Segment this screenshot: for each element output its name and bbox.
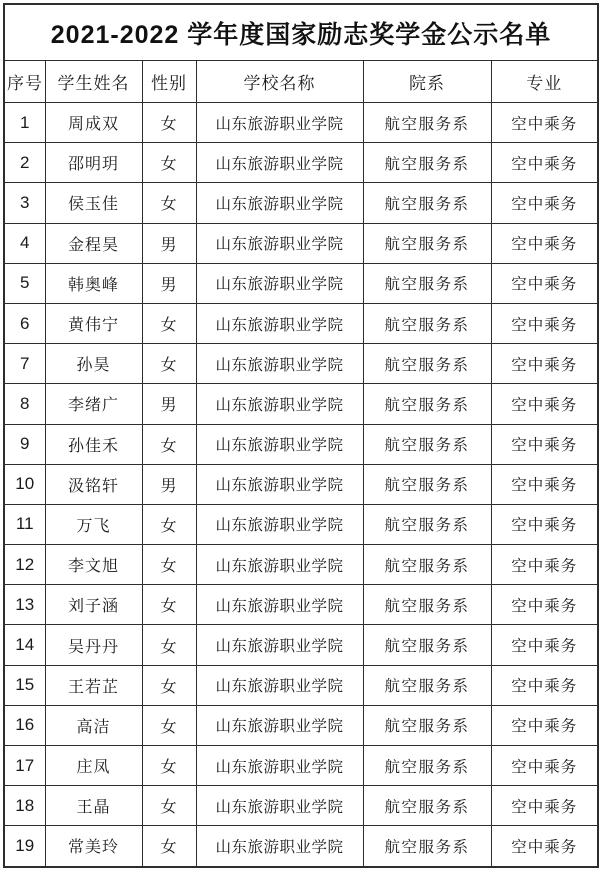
cell-department: 航空服务系 <box>363 464 491 504</box>
cell-gender: 男 <box>142 223 196 263</box>
cell-department: 航空服务系 <box>363 103 491 143</box>
cell-gender: 女 <box>142 545 196 585</box>
cell-school: 山东旅游职业学院 <box>196 504 363 544</box>
cell-department: 航空服务系 <box>363 746 491 786</box>
cell-major: 空中乘务 <box>491 826 598 867</box>
table-row <box>4 263 598 303</box>
title-row <box>4 4 598 61</box>
cell-school: 山东旅游职业学院 <box>196 585 363 625</box>
cell-name: 金程昊 <box>45 223 142 263</box>
cell-name: 汲铭轩 <box>45 464 142 504</box>
cell-school: 山东旅游职业学院 <box>196 103 363 143</box>
table-row <box>4 183 598 223</box>
cell-department: 航空服务系 <box>363 384 491 424</box>
cell-gender: 女 <box>142 705 196 745</box>
cell-name: 庄凤 <box>45 746 142 786</box>
cell-no: 14 <box>4 625 45 665</box>
cell-department: 航空服务系 <box>363 545 491 585</box>
cell-department: 航空服务系 <box>363 183 491 223</box>
cell-school: 山东旅游职业学院 <box>196 464 363 504</box>
cell-department: 航空服务系 <box>363 665 491 705</box>
cell-major: 空中乘务 <box>491 384 598 424</box>
cell-no: 7 <box>4 344 45 384</box>
cell-no: 15 <box>4 665 45 705</box>
table-row <box>4 103 598 143</box>
cell-name: 王晶 <box>45 786 142 826</box>
cell-department: 航空服务系 <box>363 585 491 625</box>
cell-name: 孙佳禾 <box>45 424 142 464</box>
cell-major: 空中乘务 <box>491 665 598 705</box>
cell-gender: 女 <box>142 303 196 343</box>
cell-department: 航空服务系 <box>363 344 491 384</box>
cell-gender: 女 <box>142 344 196 384</box>
cell-major: 空中乘务 <box>491 303 598 343</box>
scholarship-table <box>3 3 599 868</box>
cell-gender: 男 <box>142 263 196 303</box>
table-row <box>4 344 598 384</box>
cell-school: 山东旅游职业学院 <box>196 384 363 424</box>
cell-no: 17 <box>4 746 45 786</box>
table-row <box>4 504 598 544</box>
table-row <box>4 786 598 826</box>
cell-gender: 女 <box>142 665 196 705</box>
cell-school: 山东旅游职业学院 <box>196 625 363 665</box>
cell-department: 航空服务系 <box>363 424 491 464</box>
table-row <box>4 143 598 183</box>
cell-name: 黄伟宁 <box>45 303 142 343</box>
cell-no: 9 <box>4 424 45 464</box>
cell-school: 山东旅游职业学院 <box>196 746 363 786</box>
cell-name: 高洁 <box>45 705 142 745</box>
page-title: 2021-2022 学年度国家励志奖学金公示名单 <box>4 4 598 61</box>
cell-name: 吴丹丹 <box>45 625 142 665</box>
cell-no: 12 <box>4 545 45 585</box>
cell-major: 空中乘务 <box>491 464 598 504</box>
cell-school: 山东旅游职业学院 <box>196 424 363 464</box>
cell-school: 山东旅游职业学院 <box>196 665 363 705</box>
cell-name: 孙昊 <box>45 344 142 384</box>
cell-school: 山东旅游职业学院 <box>196 545 363 585</box>
cell-gender: 女 <box>142 826 196 867</box>
cell-major: 空中乘务 <box>491 746 598 786</box>
cell-gender: 女 <box>142 424 196 464</box>
cell-department: 航空服务系 <box>363 826 491 867</box>
column-header-school: 学校名称 <box>196 61 363 103</box>
cell-major: 空中乘务 <box>491 263 598 303</box>
table-row <box>4 625 598 665</box>
cell-major: 空中乘务 <box>491 786 598 826</box>
column-header-major: 专业 <box>491 61 598 103</box>
cell-gender: 女 <box>142 143 196 183</box>
cell-name: 邵明玥 <box>45 143 142 183</box>
cell-department: 航空服务系 <box>363 303 491 343</box>
cell-major: 空中乘务 <box>491 705 598 745</box>
cell-no: 4 <box>4 223 45 263</box>
table-row <box>4 424 598 464</box>
cell-school: 山东旅游职业学院 <box>196 344 363 384</box>
cell-no: 18 <box>4 786 45 826</box>
cell-name: 常美玲 <box>45 826 142 867</box>
cell-major: 空中乘务 <box>491 223 598 263</box>
table-row <box>4 223 598 263</box>
cell-school: 山东旅游职业学院 <box>196 183 363 223</box>
column-header-department: 院系 <box>363 61 491 103</box>
header-row <box>4 61 598 103</box>
table-row <box>4 464 598 504</box>
cell-gender: 男 <box>142 384 196 424</box>
column-header-gender: 性别 <box>142 61 196 103</box>
table-row <box>4 705 598 745</box>
cell-no: 6 <box>4 303 45 343</box>
cell-no: 2 <box>4 143 45 183</box>
table-row <box>4 665 598 705</box>
cell-gender: 女 <box>142 183 196 223</box>
table-row <box>4 545 598 585</box>
cell-department: 航空服务系 <box>363 705 491 745</box>
cell-department: 航空服务系 <box>363 143 491 183</box>
cell-major: 空中乘务 <box>491 625 598 665</box>
cell-gender: 女 <box>142 786 196 826</box>
cell-no: 11 <box>4 504 45 544</box>
cell-name: 侯玉佳 <box>45 183 142 223</box>
cell-name: 万飞 <box>45 504 142 544</box>
cell-no: 16 <box>4 705 45 745</box>
cell-no: 1 <box>4 103 45 143</box>
table-row <box>4 746 598 786</box>
cell-department: 航空服务系 <box>363 223 491 263</box>
cell-school: 山东旅游职业学院 <box>196 223 363 263</box>
cell-school: 山东旅游职业学院 <box>196 303 363 343</box>
cell-name: 李文旭 <box>45 545 142 585</box>
cell-major: 空中乘务 <box>491 504 598 544</box>
cell-name: 李绪广 <box>45 384 142 424</box>
cell-school: 山东旅游职业学院 <box>196 786 363 826</box>
cell-no: 8 <box>4 384 45 424</box>
cell-school: 山东旅游职业学院 <box>196 705 363 745</box>
table-row <box>4 585 598 625</box>
cell-name: 王若芷 <box>45 665 142 705</box>
cell-gender: 男 <box>142 464 196 504</box>
cell-no: 3 <box>4 183 45 223</box>
cell-department: 航空服务系 <box>363 786 491 826</box>
cell-major: 空中乘务 <box>491 424 598 464</box>
cell-name: 韩奥峰 <box>45 263 142 303</box>
cell-gender: 女 <box>142 103 196 143</box>
cell-department: 航空服务系 <box>363 504 491 544</box>
cell-no: 13 <box>4 585 45 625</box>
column-header-name: 学生姓名 <box>45 61 142 103</box>
table-row <box>4 384 598 424</box>
cell-no: 19 <box>4 826 45 867</box>
cell-major: 空中乘务 <box>491 585 598 625</box>
cell-department: 航空服务系 <box>363 263 491 303</box>
cell-department: 航空服务系 <box>363 625 491 665</box>
cell-name: 周成双 <box>45 103 142 143</box>
table-row <box>4 826 598 867</box>
table-body <box>4 103 598 867</box>
cell-no: 10 <box>4 464 45 504</box>
cell-school: 山东旅游职业学院 <box>196 826 363 867</box>
cell-major: 空中乘务 <box>491 143 598 183</box>
cell-major: 空中乘务 <box>491 183 598 223</box>
cell-gender: 女 <box>142 625 196 665</box>
cell-school: 山东旅游职业学院 <box>196 143 363 183</box>
table-row <box>4 303 598 343</box>
cell-no: 5 <box>4 263 45 303</box>
cell-gender: 女 <box>142 585 196 625</box>
cell-major: 空中乘务 <box>491 545 598 585</box>
cell-name: 刘子涵 <box>45 585 142 625</box>
cell-gender: 女 <box>142 504 196 544</box>
cell-major: 空中乘务 <box>491 103 598 143</box>
cell-gender: 女 <box>142 746 196 786</box>
column-header-no: 序号 <box>4 61 45 103</box>
cell-school: 山东旅游职业学院 <box>196 263 363 303</box>
cell-major: 空中乘务 <box>491 344 598 384</box>
